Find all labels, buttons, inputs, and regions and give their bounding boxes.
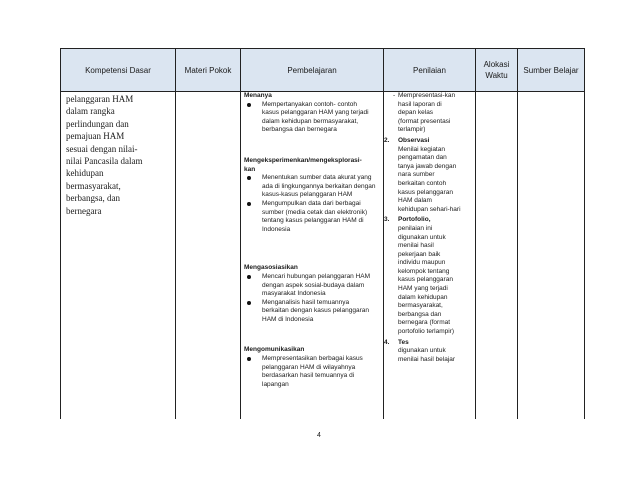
header-pembelajaran: Pembelajaran bbox=[241, 49, 384, 92]
list-item: Menentukan sumber data akurat yang ada di lingkungannya berkaitan dengan kasus-kasus pelanggaran HAM bbox=[244, 174, 381, 200]
list-mengomunikasikan bbox=[244, 355, 381, 389]
cell-penilaian bbox=[384, 92, 476, 420]
penilaian-observasi: 2. Observasi Menilai kegiatan pengamatan dan tanya jawab dengan nara sumber berkaitan contoh kasus pelanggaran HAM dalam kehidupan sehari-hari bbox=[384, 136, 461, 213]
list-mengeksperimenkan bbox=[244, 174, 381, 234]
header-materi-pokok: Materi Pokok bbox=[176, 49, 241, 92]
header-alokasi-waktu: Alokasi Waktu bbox=[476, 49, 518, 92]
cell-kompetensi-dasar bbox=[61, 92, 176, 420]
bullet-icon bbox=[247, 301, 251, 305]
kompetensi-text: pelanggaran HAM dalam rangka perlindungan dan pemajuan HAM sesuai dengan nilai- nilai Pancasila dalam kehidupan bermasyarakat, berbangsa, dan bernegara bbox=[66, 94, 143, 216]
page-number: 4 bbox=[317, 432, 321, 439]
table-header-row bbox=[61, 49, 585, 92]
heading-menanya: Menanya bbox=[244, 92, 272, 99]
penilaian-portofolio: 3. Portofolio, penilaian ini digunakan untuk menilai hasil pekerjaan baik individu maupun kelompok tentang kasus pelanggaran HAM yang terjadi dalam kehidupan bermasyarakat, berbangsa dan bernegara (format portofolio terlampir) bbox=[384, 216, 454, 336]
table-row bbox=[61, 92, 585, 420]
penilaian-presentasi: - Mempresentasi-kan hasil laporan di depan kelas (format presentasi terlampir) bbox=[393, 92, 456, 134]
cell-sumber-belajar bbox=[518, 92, 585, 420]
heading-mengasosiasikan: Mengasosiasikan bbox=[244, 264, 298, 272]
heading-mengeksperimenkan: Mengeksperimenkan/mengeksplorasi- kan bbox=[244, 156, 362, 173]
cell-materi-pokok bbox=[176, 92, 241, 420]
list-item: Mempresentasikan berbagai kasus pelanggaran HAM di wilayahnya berdasarkan hasil temuannya di lapangan bbox=[244, 355, 381, 389]
bullet-icon bbox=[247, 357, 251, 361]
header-kompetensi-dasar: Kompetensi Dasar bbox=[61, 49, 176, 92]
list-menanya bbox=[244, 101, 381, 135]
bullet-icon bbox=[247, 176, 251, 180]
bullet-icon bbox=[247, 103, 251, 107]
heading-mengomunikasikan: Mengomunikasikan bbox=[244, 346, 305, 354]
header-penilaian: Penilaian bbox=[384, 49, 476, 92]
list-mengasosiasikan bbox=[244, 273, 381, 325]
list-item: Mempertanyakan contoh- contoh kasus pelanggaran HAM yang terjadi dalam kehidupan bermasyarakat, berbangsa dan bernegara bbox=[244, 101, 381, 135]
cell-pembelajaran bbox=[241, 92, 384, 420]
syllabus-table bbox=[60, 48, 585, 419]
cell-alokasi-waktu bbox=[476, 92, 518, 420]
penilaian-tes: 4. Tes digunakan untuk menilai hasil belajar bbox=[384, 338, 456, 363]
header-sumber-belajar: Sumber Belajar bbox=[518, 49, 585, 92]
bullet-icon bbox=[247, 202, 251, 206]
bullet-icon bbox=[247, 275, 251, 279]
list-item: Menganalisis hasil temuannya berkaitan dengan kasus pelanggaran HAM di Indonesia bbox=[244, 299, 381, 325]
list-item: Mencari hubungan pelanggaran HAM dengan aspek sosial-budaya dalam masyarakat Indonesia bbox=[244, 273, 381, 299]
list-item: Mengumpulkan data dari berbagai sumber (media cetak dan elektronik) tentang kasus pelanggaran HAM di Indonesia bbox=[244, 200, 381, 234]
